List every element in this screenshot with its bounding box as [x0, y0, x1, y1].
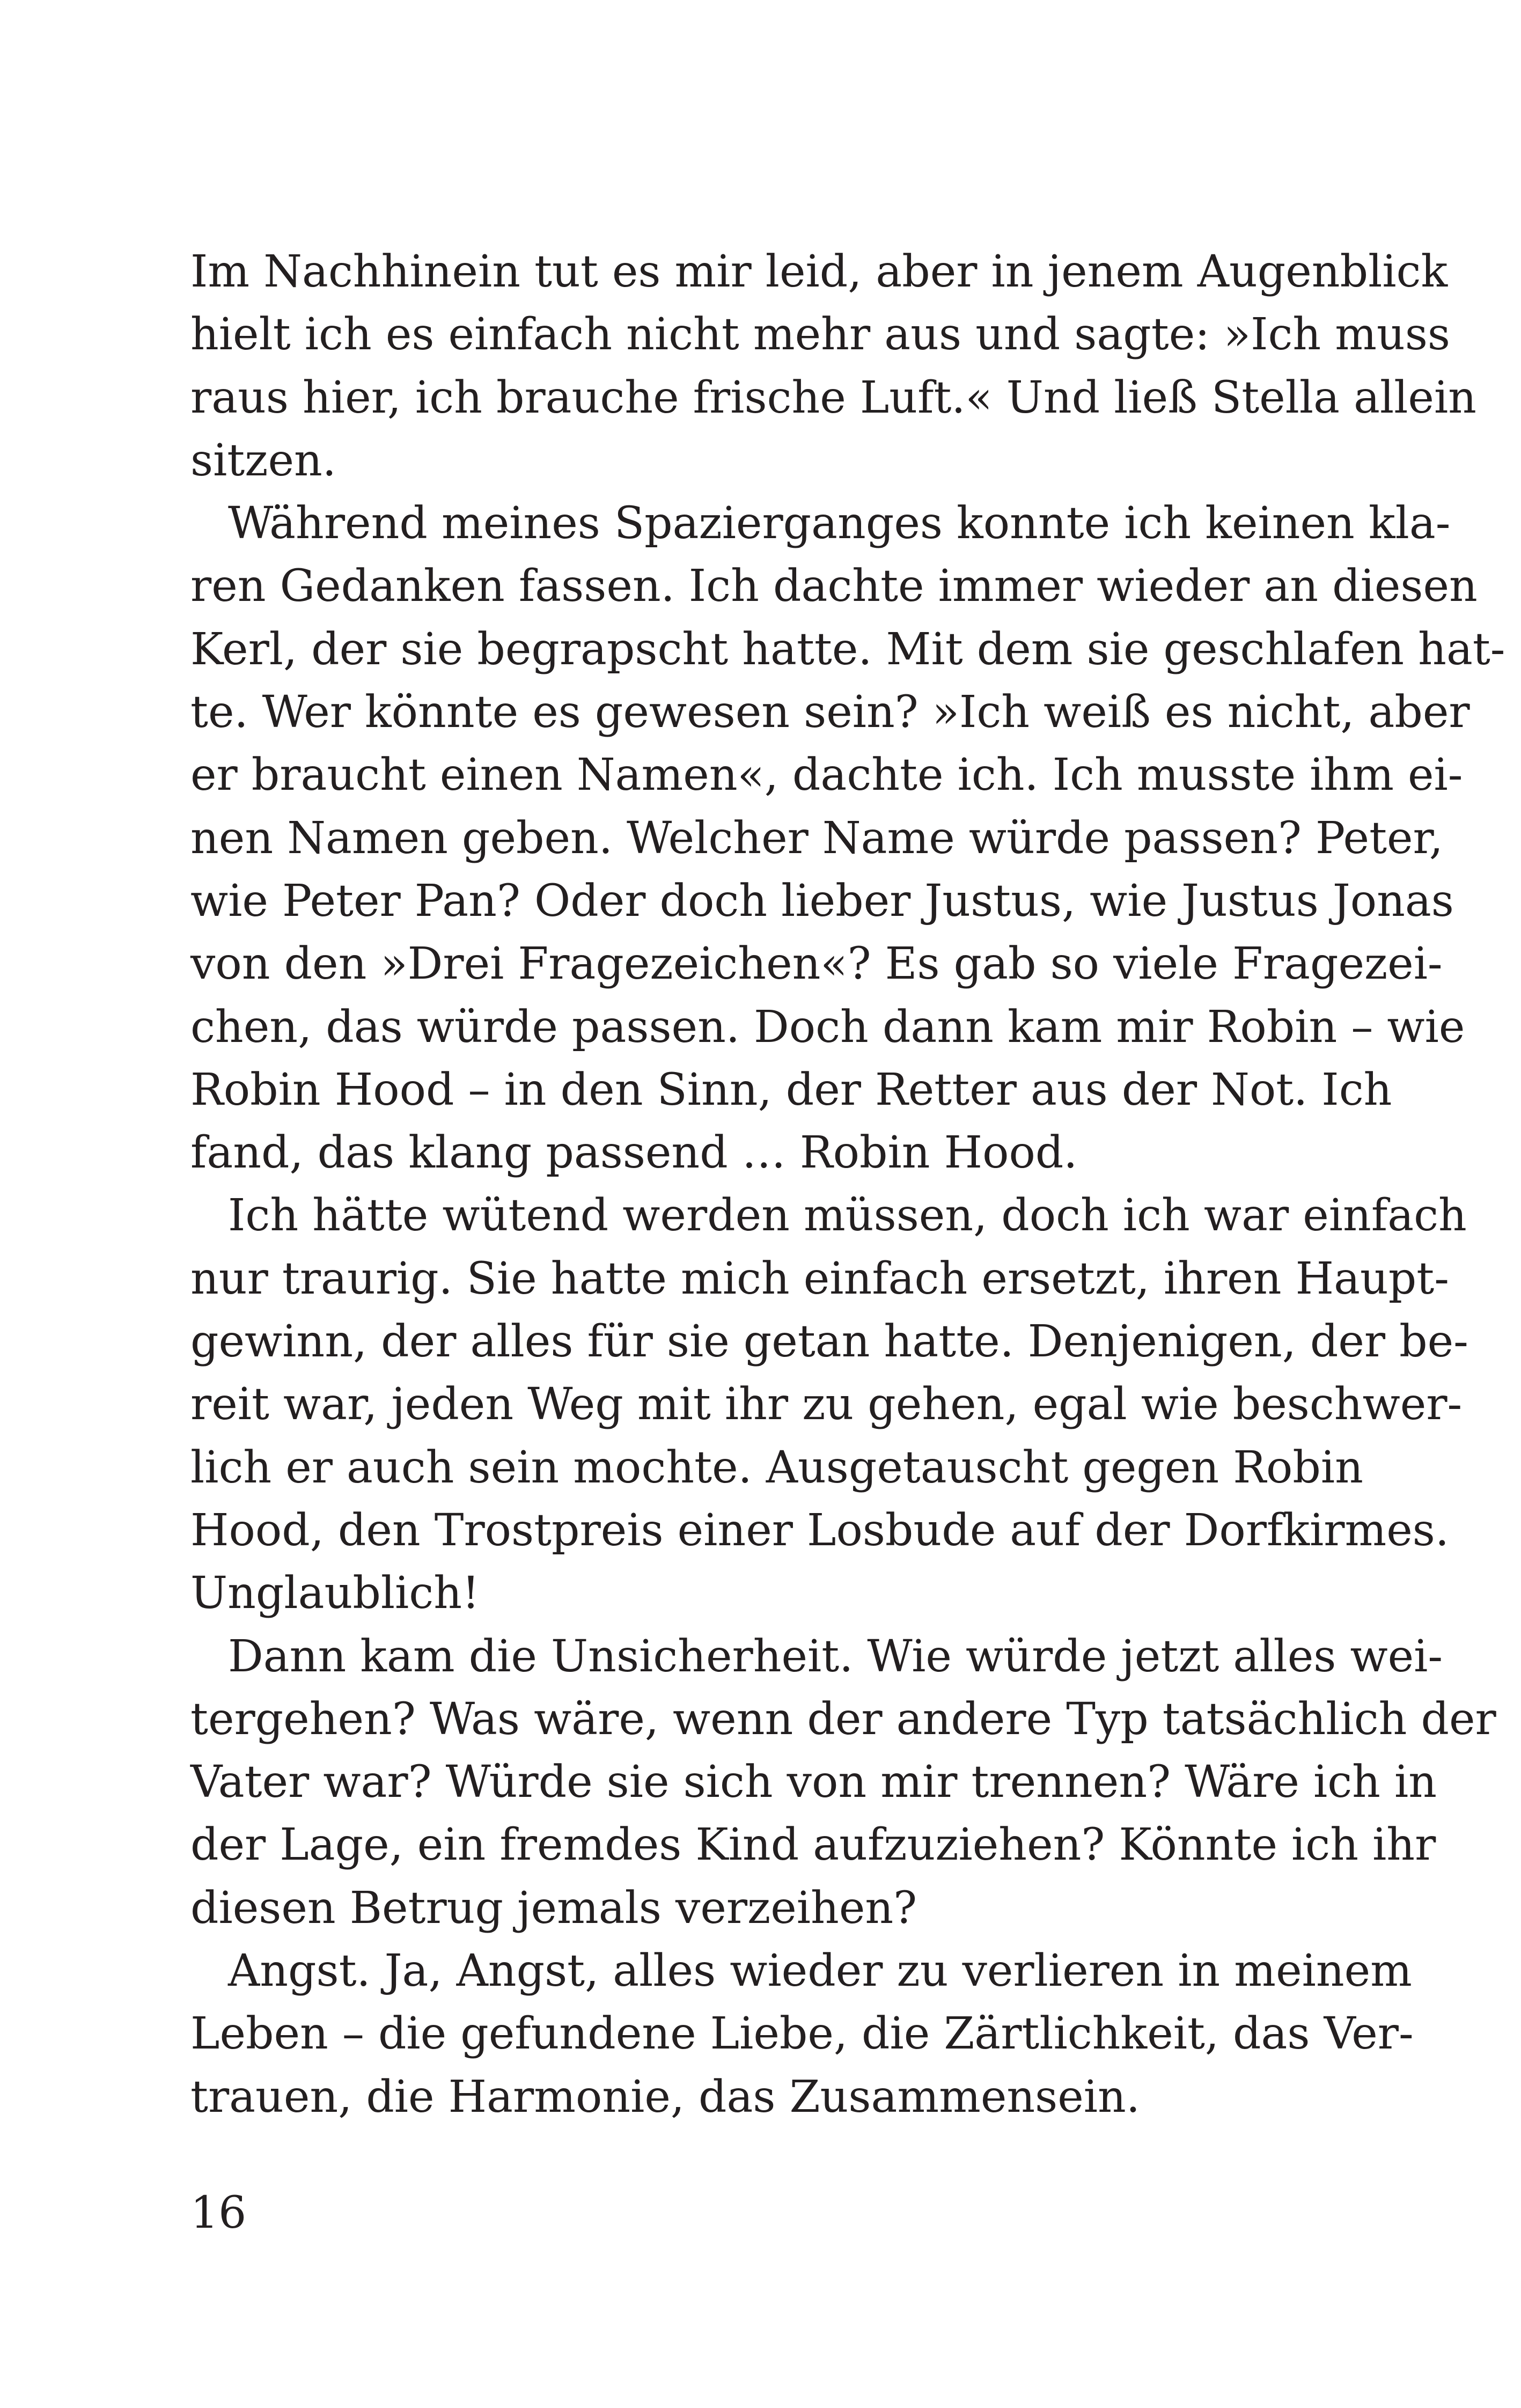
text-line: hielt ich es einfach nicht mehr aus und sagte: »Ich muss: [190, 309, 1451, 361]
text-line: raus hier, ich brauche frische Luft.« Und ließ Stella allein: [190, 372, 1476, 423]
text-line: von den »Drei Fragezeichen«? Es gab so viele Fragezei-: [190, 938, 1443, 990]
paragraph-4: [190, 1625, 1496, 1940]
text-line: Dann kam die Unsicherheit. Wie würde jetzt alles wei-: [228, 1631, 1443, 1682]
text-line: Vater war? Würde sie sich von mir trennen? Wäre ich in: [190, 1757, 1437, 1808]
body-text: [190, 240, 1505, 2128]
text-line: chen, das würde passen. Doch dann kam mir Robin – wie: [190, 1001, 1465, 1053]
text-line: Während meines Spazierganges konnte ich keinen kla-: [228, 498, 1451, 549]
text-line: te. Wer könnte es gewesen sein? »Ich weiß es nicht, aber: [190, 687, 1470, 738]
text-line: der Lage, ein fremdes Kind aufzuziehen? Könnte ich ihr: [190, 1819, 1436, 1871]
text-line: ren Gedanken fassen. Ich dachte immer wieder an diesen: [190, 561, 1478, 612]
text-line: Unglaublich!: [190, 1568, 480, 1619]
text-line: Kerl, der sie begrapscht hatte. Mit dem sie geschlafen hat-: [190, 623, 1505, 675]
page-number: 16: [190, 2187, 247, 2238]
text-line: diesen Betrug jemals verzeihen?: [190, 1882, 917, 1934]
text-line: gewinn, der alles für sie getan hatte. Denjenigen, der be-: [190, 1316, 1468, 1368]
text-line: wie Peter Pan? Oder doch lieber Justus, wie Justus Jonas: [190, 875, 1454, 927]
paragraph-5: [190, 1940, 1414, 2128]
text-line: Robin Hood – in den Sinn, der Retter aus der Not. Ich: [190, 1064, 1392, 1115]
text-line: trauen, die Harmonie, das Zusammensein.: [190, 2071, 1140, 2123]
text-line: er braucht einen Namen«, dachte ich. Ich musste ihm ei-: [190, 750, 1463, 801]
text-line: Im Nachhinein tut es mir leid, aber in jenem Augenblick: [190, 246, 1448, 297]
text-line: Angst. Ja, Angst, alles wieder zu verlieren in meinem: [228, 1946, 1412, 1997]
paragraph-1: [190, 240, 1476, 492]
text-line: sitzen.: [190, 435, 336, 486]
paragraph-3: [190, 1184, 1468, 1625]
text-line: Leben – die gefundene Liebe, die Zärtlichkeit, das Ver-: [190, 2008, 1414, 2060]
text-line: tergehen? Was wäre, wenn der andere Typ tatsächlich der: [190, 1693, 1496, 1745]
text-line: nur traurig. Sie hatte mich einfach ersetzt, ihren Haupt-: [190, 1253, 1449, 1304]
text-line: reit war, jeden Weg mit ihr zu gehen, egal wie beschwer-: [190, 1379, 1463, 1430]
paragraph-2: [190, 492, 1505, 1184]
text-line: Ich hätte wütend werden müssen, doch ich war einfach: [228, 1190, 1467, 1242]
text-line: fand, das klang passend … Robin Hood.: [190, 1127, 1078, 1179]
text-line: Hood, den Trostpreis einer Losbude auf der Dorfkirmes.: [190, 1504, 1449, 1556]
text-line: nen Namen geben. Welcher Name würde passen? Peter,: [190, 812, 1443, 864]
text-line: lich er auch sein mochte. Ausgetauscht gegen Robin: [190, 1442, 1363, 1493]
